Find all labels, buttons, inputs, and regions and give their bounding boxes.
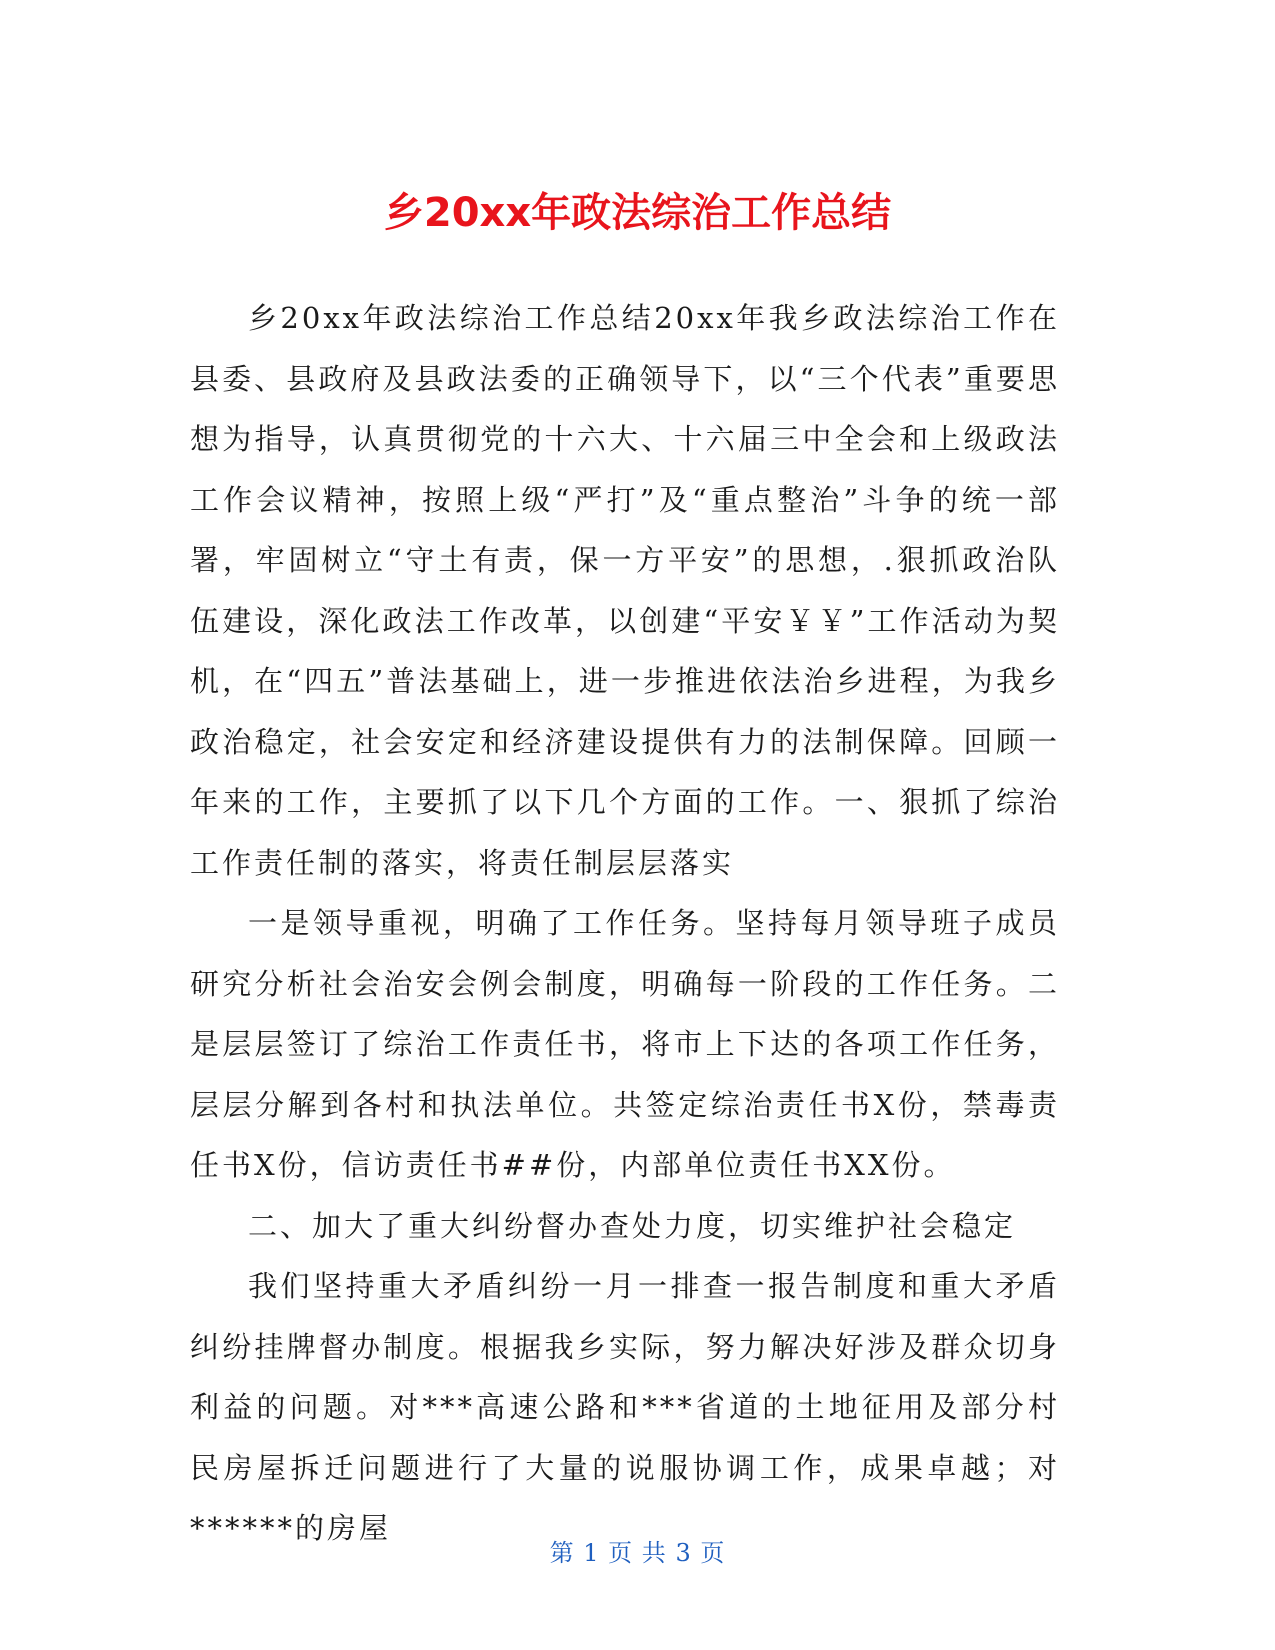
paragraph-disputes: 我们坚持重大矛盾纠纷一月一排查一报告制度和重大矛盾纠纷挂牌督办制度。根据我乡实际，努力解决好涉及群众切身利益的问题。对***高速公路和***省道的土地征用及部分村民房屋拆迁问题进行了大量的说服协调工作，成果卓越；对******的房屋 bbox=[190, 1269, 1060, 1545]
paragraph-intro: 乡20xx年政法综治工作总结20xx年我乡政法综治工作在县委、县政府及县政法委的正确领导下，以“三个代表”重要思想为指导，认真贯彻党的十六大、十六届三中全会和上级政法工作会议精神，按照上级“严打”及“重点整治”斗争的统一部署，牢固树立“守土有责，保一方平安”的思想，.狠抓政治队伍建设，深化政法工作改革，以创建“平安￥￥”工作活动为契机，在“四五”普法基础上，进一步推进依法治乡进程，为我乡政治稳定，社会安定和经济建设提供有力的法制保障。回顾一年来的工作，主要抓了以下几个方面的工作。一、狠抓了综治工作责任制的落实，将责任制层层落实 bbox=[190, 301, 1060, 880]
document-body bbox=[190, 288, 1060, 1559]
page-number-footer: 第 1 页 共 3 页 bbox=[549, 1539, 726, 1567]
paragraph-responsibility: 一是领导重视，明确了工作任务。坚持每月领导班子成员研究分析社会治安会例会制度，明确每一阶段的工作任务。二是层层签订了综治工作责任书，将市上下达的各项工作任务，层层分解到各村和执法单位。共签定综治责任书X份，禁毒责任书X份，信访责任书##份，内部单位责任书XX份。 bbox=[190, 906, 1060, 1182]
section-heading-disputes: 二、加大了重大纠纷督办查处力度，切实维护社会稳定 bbox=[248, 1208, 1017, 1243]
document-title: 乡20xx年政法综治工作总结 bbox=[383, 189, 892, 236]
